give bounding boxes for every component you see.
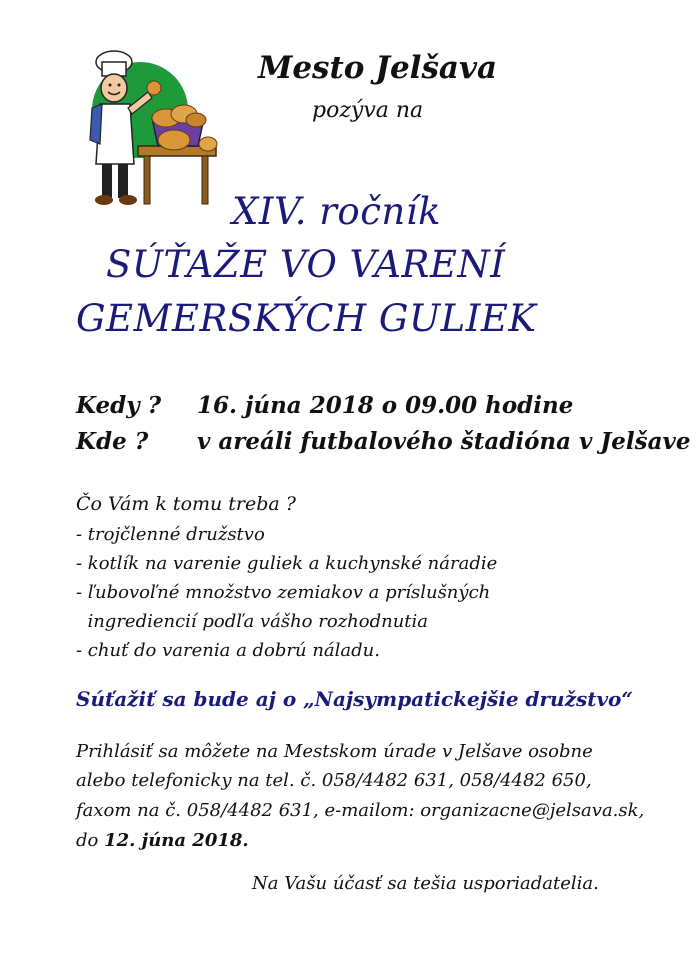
requirement-item: - trojčlenné družstvo [76,524,265,545]
registration-deadline [76,830,249,851]
event-year-edition: XIV. ročník [232,190,441,233]
where-label: Kde ? [76,428,149,455]
where-value: v areáli futbalového štadióna v Jelšave [197,428,691,455]
organizer-name: Mesto Jelšava [258,50,498,86]
registration-line: faxom na č. 058/4482 631, e-mailom: organizacne@jelsava.sk, [76,800,645,821]
when-label: Kedy ? [76,392,162,419]
requirement-item: ingrediencií podľa vášho rozhodnutia [76,611,429,632]
deadline-date: 12. júna 2018. [104,830,249,851]
invitation-text: pozýva na [312,98,424,123]
event-title-line-2: GEMERSKÝCH GULIEK [76,297,537,340]
event-title-line-1: SÚŤAŽE VO VARENÍ [106,243,506,286]
special-prize: Súťažiť sa bude aj o „Najsympatickejšie družstvo“ [76,687,633,711]
requirements-heading: Čo Vám k tomu treba ? [76,493,296,515]
registration-line: alebo telefonicky na tel. č. 058/4482 631, 058/4482 650, [76,770,592,791]
requirement-item: - kotlík na varenie guliek a kuchynské náradie [76,553,498,574]
chef-illustration [82,48,222,213]
deadline-prefix: do [76,830,105,851]
requirement-item: - chuť do varenia a dobrú náladu. [76,640,380,661]
when-value: 16. júna 2018 o 09.00 hodine [197,392,574,419]
registration-line: Prihlásiť sa môžete na Mestskom úrade v Jelšave osobne [76,741,593,762]
closing-note: Na Vašu účasť sa tešia usporiadatelia. [252,873,599,894]
requirement-item: - ľubovoľné množstvo zemiakov a príslušných [76,582,491,603]
